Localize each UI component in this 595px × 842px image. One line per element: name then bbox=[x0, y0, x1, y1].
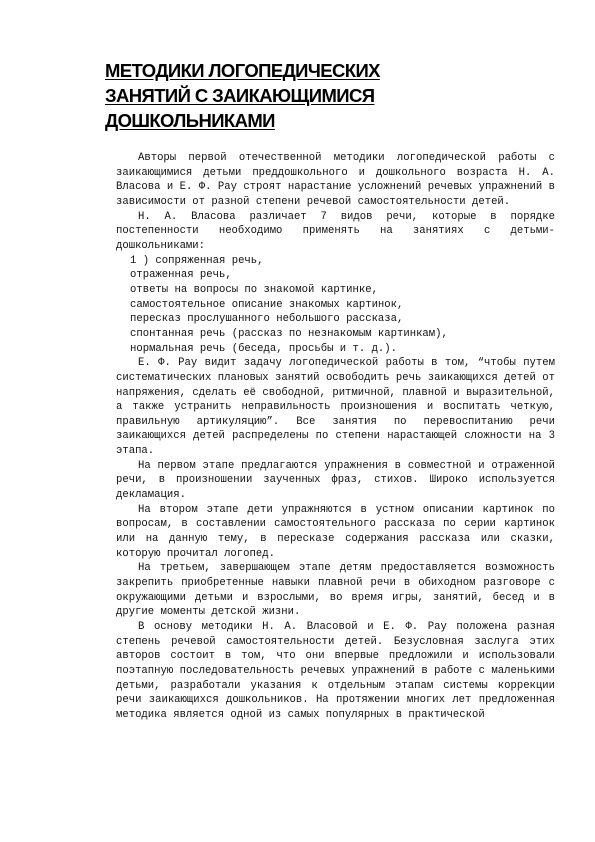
speech-types-list bbox=[116, 254, 555, 357]
paragraph: На втором этапе дети упражняются в устном описании картинок по вопросам, в составлении самостоятельного рассказа по серии картинок или на данную тему, в пересказе содержания рассказа или сказки, которую прочитал логопед. bbox=[116, 503, 555, 560]
list-item: самостоятельное описание знакомых картинок, bbox=[130, 298, 404, 311]
paragraph: В основу методики Н. А. Власовой и Е. Ф. Рау положена разная степень речевой самостоятельности детей. Безусловная заслуга этих авторов состоит в том, что они впервые предложили и использовали поэтапную последовательность речевых упражнений в работе с маленькими детьми, разработали указания к отдельным этапам системы коррекции речи заикающихся дошкольников. На протяжении многих лет предложенная методика является одной из самых популярных в практической bbox=[116, 621, 555, 721]
title-line: ДОШКОЛЬНИКАМИ bbox=[105, 110, 275, 131]
paragraph: Н. А. Власова различает 7 видов речи, которые в порядке постепенности необходимо применять на занятиях с детьми-дошкольниками: bbox=[116, 210, 555, 252]
document-title bbox=[105, 58, 545, 133]
list-item: нормальная речь (беседа, просьбы и т. д.). bbox=[130, 342, 398, 355]
list-item: 1 ) сопряженная речь, bbox=[130, 254, 264, 267]
paragraph: На первом этапе предлагаются упражнения в совместной и отраженной речи, в произношении заученных фраз, стихов. Широко используется декламация. bbox=[116, 459, 555, 502]
list-item: пересказ прослушанного небольшого рассказа, bbox=[130, 313, 404, 326]
title-line: МЕТОДИКИ ЛОГОПЕДИЧЕСКИХ bbox=[105, 60, 380, 81]
paragraph: Авторы первой отечественной методики логопедической работы с заикающимися детьми преддошкольного и дошкольного возраста Н. А. Власова и Е. Ф. Рау строят нарастание усложнений речевых упражнений в зависимости от разной степени речевой самостоятельности детей. bbox=[116, 152, 555, 208]
paragraph: На третьем, завершающем этапе детям предоставляется возможность закрепить приобретенные навыки плавной речи в обиходном разговоре с окружающими детьми и взрослыми, во время игры, занятий, бесед и в другие моменты детской жизни. bbox=[116, 562, 555, 619]
list-item: ответы на вопросы по знакомой картинке, bbox=[130, 283, 378, 296]
title-line: ЗАНЯТИЙ С ЗАИКАЮЩИМИСЯ bbox=[105, 85, 375, 106]
document-body bbox=[116, 151, 555, 723]
paragraph: Е. Ф. Рау видит задачу логопедической работы в том, “чтобы путем систематических плановых занятий освободить речь заикающихся детей от напряжения, сделать её свободной, ритмичной, плавной и выразительной, а также устранить неправильность произношения и воспитать четкую, правильную артикуляцию”. Все занятия по перевоспитанию речи заикающихся детей распределены по степени нарастающей сложности на 3 этапа. bbox=[116, 357, 555, 458]
list-item: отраженная речь, bbox=[130, 269, 232, 282]
list-item: спонтанная речь (рассказ по незнакомым картинкам), bbox=[130, 327, 448, 340]
